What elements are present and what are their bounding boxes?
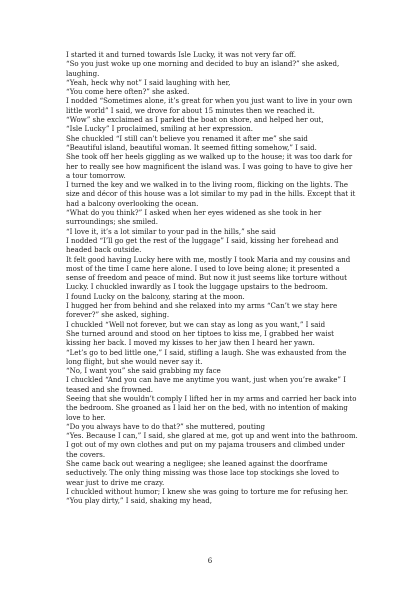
paragraph: “Do you always have to do that?” she muttered, pouting: [66, 422, 265, 431]
paragraph: “Yes. Because I can,” I said, she glared at me, got up and went into the bathroom.: [66, 432, 358, 441]
paragraph: “I love it, it’s a lot similar to your pad in the hills,” she said: [66, 227, 276, 236]
paragraph: “Isle Lucky” I proclaimed, smiling at her expression.: [66, 125, 253, 134]
paragraph: “No, I want you” she said grabbing my face: [66, 367, 221, 376]
paragraph: I hugged her from behind and she relaxed into my arms “Can’t we stay here forever?” she asked, sighing.: [66, 302, 338, 320]
paragraph: I got out of my own clothes and put on my pajama trousers and climbed under the covers.: [66, 441, 345, 459]
paragraph: She chuckled “I still can’t believe you renamed it after me” she said: [66, 134, 308, 143]
page-number: 6: [207, 557, 213, 565]
paragraph: Seeing that she wouldn’t comply I lifted her in my arms and carried her back into the bedroom. She groaned as I laid her on the bed, with no intention of making love to her.: [66, 394, 357, 422]
paragraph: “Wow” she exclaimed as I parked the boat on shore, and helped her out,: [66, 116, 324, 125]
paragraph: She turned around and stood on her tiptoes to kiss me, I grabbed her waist kissing her back. I moved my kisses to her jaw then I heard her yawn.: [66, 329, 334, 348]
paragraph: It felt good having Lucky here with me, mostly I took Maria and my cousins and most of the time I came here alone. I used to love being alone; it presented a sense of freedom and peace of mind. But now it just seems like torture without Lucky. I chuckled inwardly as I took the luggage upstairs to the bedroom.: [66, 255, 351, 292]
paragraph: I chuckled without humor; I knew she was going to torture me for refusing her.: [66, 487, 349, 496]
paragraph: “What do you think?” I asked when her eyes widened as she took in her surroundings; she smiled.: [66, 209, 322, 227]
paragraph: I nodded “I’ll go get the rest of the luggage” I said, kissing her forehead and headed back outside.: [66, 236, 339, 255]
body-text: [66, 51, 358, 507]
paragraph: I turned the key and we walked in to the living room, flicking on the lights. The size and décor of this house was a lot similar to my pad in the hills. Except that it had a balcony overlooking the ocean.: [66, 181, 356, 208]
paragraph: “You come here often?” she asked.: [66, 88, 190, 97]
paragraph: I nodded “Sometimes alone, it’s great for when you just want to live in your own little world” I said, we drove for about 15 minutes then we reached it.: [66, 97, 353, 115]
paragraph: She took off her heels giggling as we walked up to the house; it was too dark for her to really see how magnificent the island was. I was going to have to give her a tour tomorrow.: [66, 153, 353, 180]
paragraph: She came back out wearing a negligee; she leaned against the doorframe seductively. The only thing missing was those lace top stockings she loved to wear just to drive me crazy.: [66, 460, 339, 487]
paragraph: “So you just woke up one morning and decided to buy an island?” she asked, laughing.: [66, 60, 340, 78]
paragraph: “Let’s go to bed little one,” I said, stifling a laugh. She was exhausted from the long flight, but she would never say it.: [66, 348, 347, 366]
paragraph: I chuckled “Well not forever, but we can stay as long as you want,” I said: [66, 320, 326, 329]
paragraph: “Yeah, heck why not” I said laughing with her,: [66, 78, 231, 87]
paragraph: I found Lucky on the balcony, staring at the moon.: [66, 292, 245, 301]
paragraph: “You play dirty,” I said, shaking my head,: [66, 497, 212, 506]
paragraph: “Beautiful island, beautiful woman. It seemed fitting somehow,” I said.: [66, 143, 317, 152]
paragraph: I started it and turned towards Isle Lucky, it was not very far off.: [66, 51, 297, 59]
paragraph: I chuckled “And you can have me anytime you want, just when you’re awake” I teased and she frowned.: [66, 376, 346, 394]
